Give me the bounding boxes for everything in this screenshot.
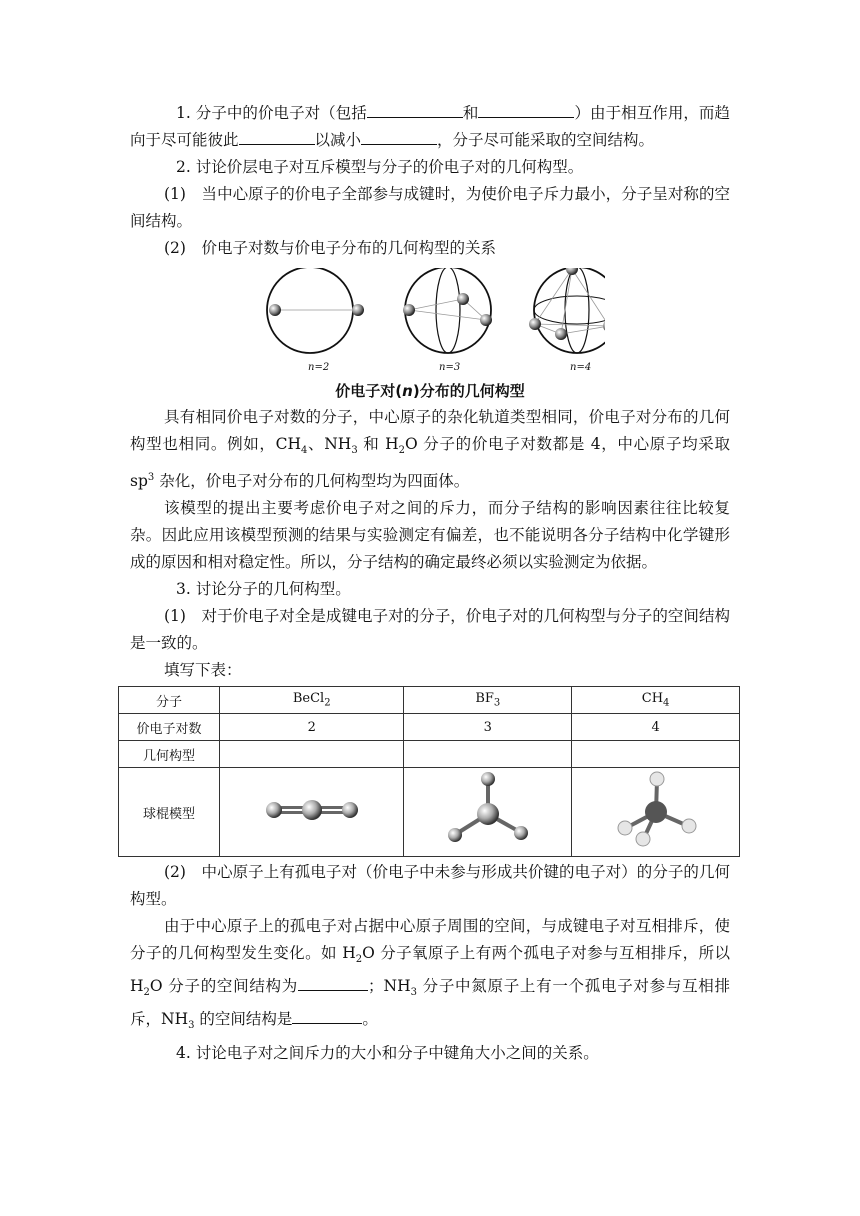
answer-cell[interactable]	[220, 741, 404, 768]
text: 和	[462, 104, 479, 122]
answer-cell[interactable]	[572, 741, 740, 768]
blank-field[interactable]	[478, 103, 574, 118]
text: O 分子的空间结构为	[149, 977, 298, 996]
molecule-cell: BeCl$_2$	[220, 687, 404, 714]
sphere-n2	[267, 268, 364, 353]
text: 的空间结构是	[194, 1010, 293, 1029]
figure-caption	[130, 380, 730, 402]
text: )分布的几何构型	[412, 382, 525, 400]
label-n4: n=4	[570, 362, 592, 373]
text: 3	[410, 987, 417, 999]
text: 杂化，价电子对分布的几何构型均为四面体。	[154, 472, 470, 491]
electron-pair-geometry-diagram	[265, 268, 605, 368]
row-header: 几何构型	[119, 741, 220, 768]
text: 3	[147, 472, 155, 484]
text: 、NH	[307, 435, 352, 453]
text: 3	[188, 1020, 195, 1032]
text: ；NH	[368, 977, 411, 996]
text: 分子中氮原子上有一个孤电子对参与互相排斥，NH	[130, 977, 731, 1029]
blank-field[interactable]	[298, 976, 368, 991]
document-page	[130, 100, 730, 1067]
table-row	[119, 741, 740, 768]
paragraph-12: 4. 讨论电子对之间斥力的大小和分子中键角大小之间的关系。	[176, 1043, 599, 1062]
text: 1. 分子中的价电子对（包括	[176, 104, 367, 122]
paragraph-4: (2) 价电子对数与价电子分布的几何构型的关系	[164, 239, 496, 257]
text: 。	[362, 1010, 378, 1029]
paragraph-1	[130, 100, 730, 154]
table-row	[119, 687, 740, 714]
model-cell	[220, 768, 404, 857]
molecule-cell: $BF_3$	[404, 687, 572, 714]
blank-field[interactable]	[239, 130, 315, 145]
bf3-ball-stick-model	[438, 770, 538, 850]
paragraph-8: (1) 对于价电子对全是成键电子对的分子，价电子对的几何构型与分子的空间结构是一致的。	[130, 607, 730, 653]
text: 和 H	[357, 435, 399, 453]
blank-field[interactable]	[367, 103, 463, 118]
row-header: 价电子对数	[119, 714, 220, 741]
text: n	[402, 382, 413, 400]
text: ）由于相互作用，而趋向于尽可能彼此	[130, 104, 730, 149]
text: 2	[355, 954, 363, 966]
paragraph-2: 2. 讨论价层电子对互斥模型与分子的价电子对的几何构型。	[176, 158, 584, 176]
table-row	[119, 714, 740, 741]
paragraph-3: (1) 当中心原子的价电子全部参与成键时，为使价电子斥力最小，分子呈对称的空间结构。	[130, 185, 730, 230]
becl2-ball-stick-model	[257, 790, 367, 830]
answer-cell[interactable]	[404, 741, 572, 768]
row-header: 分子	[119, 687, 220, 714]
blank-field[interactable]	[292, 1009, 362, 1024]
table-cell: 4	[572, 714, 740, 741]
paragraph-10: (2) 中心原子上有孤电子对（价电子中未参与形成共价键的电子对）的分子的几何构型。	[130, 863, 730, 909]
sphere-n4	[529, 268, 605, 353]
text: 3	[351, 445, 358, 457]
text: 具有相同价电子对数的分子，中心原子的杂化轨道类型相同，价电子对分布的几何构型也相同。例如，CH	[130, 408, 730, 453]
row-header: 球棍模型	[119, 768, 220, 857]
text: 价电子对(	[335, 382, 403, 400]
text: O 分子的价电子对数都是 4，中心原子均采取 sp	[130, 435, 730, 491]
table-row	[119, 768, 740, 857]
text: ，分子尽可能采取的空间结构。	[437, 131, 655, 149]
model-cell	[404, 768, 572, 857]
text: 以减小	[314, 131, 362, 149]
text: 2	[398, 445, 405, 457]
paragraph-7: 3. 讨论分子的几何构型。	[176, 580, 351, 599]
geometry-figure	[130, 268, 730, 373]
label-n3: n=3	[439, 362, 461, 373]
text: 2	[143, 987, 150, 999]
paragraph-9: 填写下表：	[164, 661, 242, 680]
paragraph-5	[130, 404, 730, 495]
paragraph-11	[130, 913, 730, 1039]
paragraph-6: 该模型的提出主要考虑价电子对之间的斥力，而分子结构的影响因素往往比较复杂。因此应用该模型预测的结果与实验测定有偏差，也不能说明各分子结构中化学键形成的原因和相对稳定性。所以，分子结构的确定最终必须以实验测定为依据。	[130, 499, 730, 572]
ch4-ball-stick-model	[606, 770, 706, 850]
molecule-table	[118, 686, 740, 857]
table-cell: 3	[404, 714, 572, 741]
label-n2: n=2	[308, 362, 330, 373]
model-cell	[572, 768, 740, 857]
text: 由于中心原子上的孤电子对占据中心原子周围的空间，与成键电子对互相排斥，使分子的几何构型发生变化。如 H	[130, 917, 730, 963]
table-cell: 2	[220, 714, 404, 741]
text: 4	[301, 445, 308, 457]
sphere-n3	[403, 268, 492, 353]
molecule-cell: $CH_4$	[572, 687, 740, 714]
blank-field[interactable]	[361, 130, 437, 145]
text: O 分子氧原子上有两个孤电子对参与互相排斥，所以 H	[130, 944, 730, 996]
